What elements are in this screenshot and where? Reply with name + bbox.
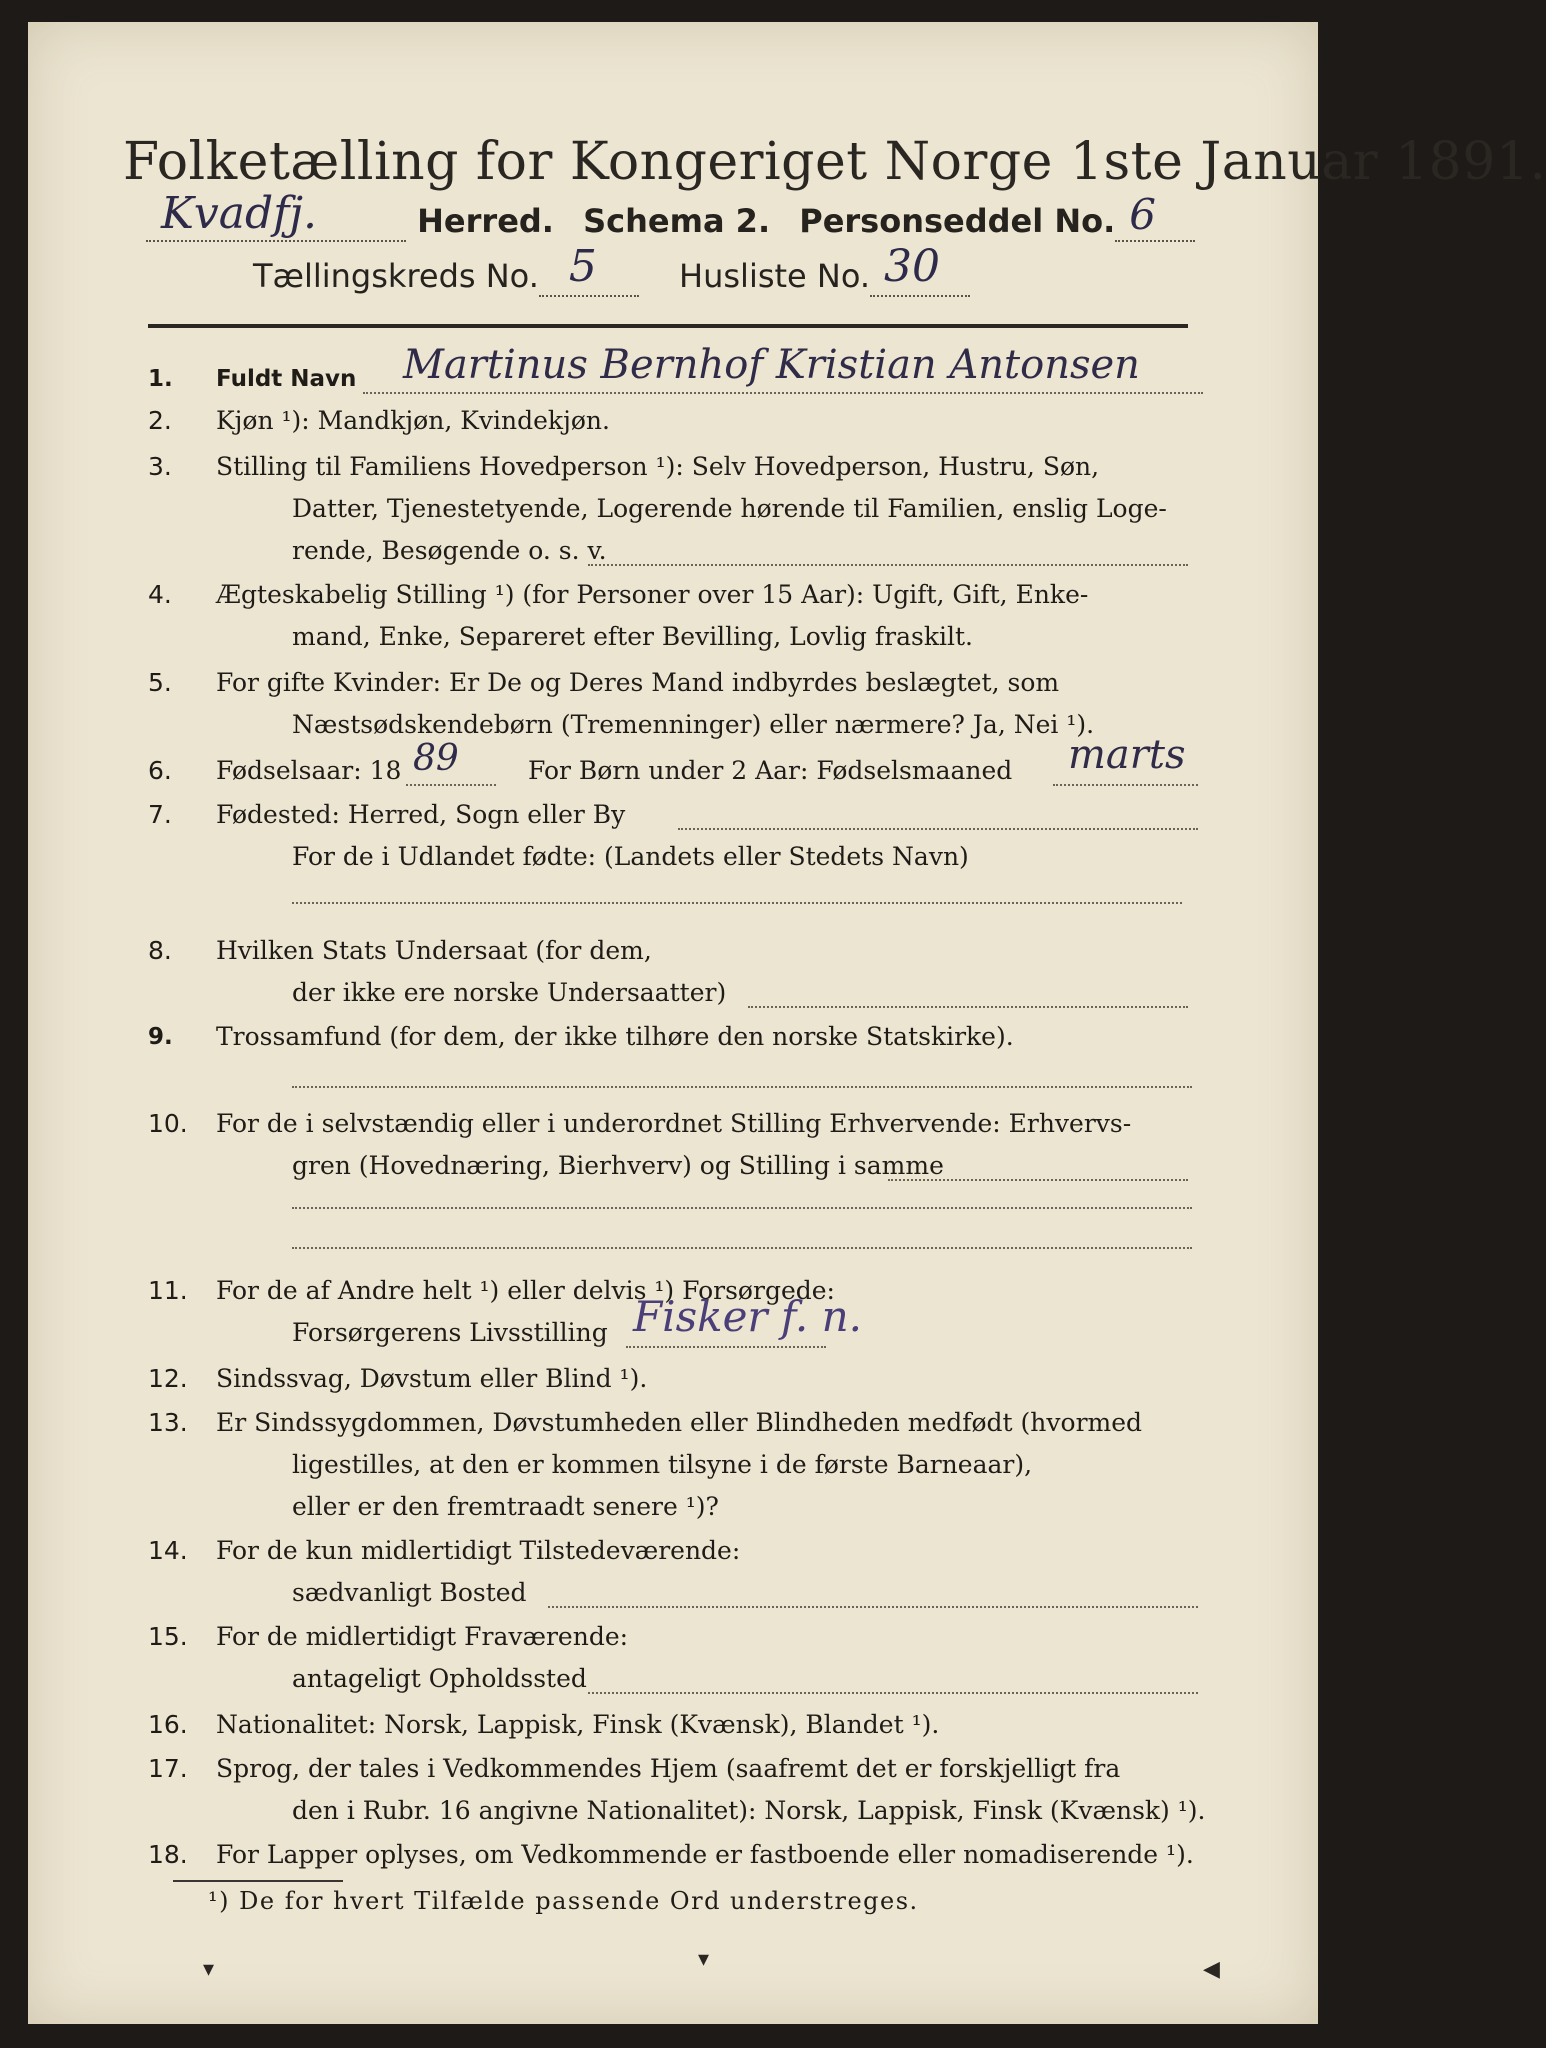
header-line-herred <box>146 188 1195 242</box>
kreds-value: 5 <box>568 241 597 292</box>
item-text: gren (Hovednæring, Bierhverv) og Stilling i samme <box>292 1151 944 1180</box>
item-text: Ægteskabelig Stilling ¹) (for Personer over 15 Aar): Ugift, Gift, Enke- <box>216 580 1089 609</box>
item-text: For de i selvstændig eller i underordnet Stilling Erhvervende: Erhvervs- <box>216 1109 1132 1138</box>
corner-mark-icon: ◀ <box>1203 1957 1220 1982</box>
item-text: For Lapper oplyses, om Vedkommende er fastboende eller nomadiserende ¹). <box>216 1840 1194 1869</box>
item-text: Datter, Tjenestetyende, Logerende hørende til Familien, enslig Loge- <box>292 494 1167 523</box>
item-number: 8. <box>148 936 172 965</box>
item-text: der ikke ere norske Undersaatter) <box>292 978 727 1007</box>
footnote: ¹) De for hvert Tilfælde passende Ord understreges. <box>208 1887 919 1915</box>
item-text: For de midlertidigt Fraværende: <box>216 1622 629 1651</box>
answer-line <box>888 1179 1188 1181</box>
item-text: Trossamfund (for dem, der ikke tilhøre den norske Statskirke). <box>216 1022 1014 1051</box>
item-number: 9. <box>148 1024 173 1050</box>
item-number: 2. <box>148 406 172 435</box>
item-text: Forsørgerens Livsstilling <box>292 1318 608 1347</box>
answer-line <box>292 902 1182 904</box>
kreds-label: Tællingskreds No. <box>253 257 539 295</box>
answer-line <box>588 1692 1198 1694</box>
item-number: 18. <box>148 1840 188 1869</box>
answer-line <box>1053 784 1198 786</box>
item-text: eller er den fremtraadt senere ¹)? <box>292 1492 719 1521</box>
item-number: 3. <box>148 452 172 481</box>
husliste-label: Husliste No. <box>679 257 871 295</box>
item-number: 11. <box>148 1276 188 1305</box>
personseddel-label: Personseddel No. <box>799 202 1116 240</box>
birth-year-answer: 89 <box>413 738 459 779</box>
item-number: 13. <box>148 1408 188 1437</box>
item-label: Fuldt Navn <box>216 366 357 392</box>
item-text: den i Rubr. 16 angivne Nationalitet): Norsk, Lappisk, Finsk (Kvænsk) ¹). <box>292 1796 1206 1825</box>
herred-label: Herred. <box>417 202 554 240</box>
item-text: mand, Enke, Separeret efter Bevilling, Lovlig fraskilt. <box>292 622 973 651</box>
item-text: For de kun midlertidigt Tilstedeværende: <box>216 1536 741 1565</box>
answer-line <box>292 1247 1192 1249</box>
husliste-value: 30 <box>884 241 941 292</box>
corner-mark-icon: ▾ <box>203 1957 215 1982</box>
item-number: 16. <box>148 1710 188 1739</box>
form-title: Folketælling for Kongeriget Norge 1ste Januar 1891. <box>123 132 1546 192</box>
item-text: Kjøn ¹): Mandkjøn, Kvindekjøn. <box>216 406 610 435</box>
answer-line <box>363 392 1203 394</box>
item-text: For gifte Kvinder: Er De og Deres Mand indbyrdes beslægtet, som <box>216 668 1060 697</box>
name-answer: Martinus Bernhof Kristian Antonsen <box>403 342 1140 388</box>
item-text: sædvanligt Bosted <box>292 1578 527 1607</box>
item-text: Sindssvag, Døvstum eller Blind ¹). <box>216 1364 648 1393</box>
item-text: Nationalitet: Norsk, Lappisk, Finsk (Kvænsk), Blandet ¹). <box>216 1710 940 1739</box>
item-text: Stilling til Familiens Hovedperson ¹): Selv Hovedperson, Hustru, Søn, <box>216 452 1100 481</box>
item-number: 17. <box>148 1754 188 1783</box>
footnote-rule <box>173 1880 343 1882</box>
item-number: 6. <box>148 756 172 785</box>
header-rule <box>148 324 1188 328</box>
provider-answer: Fisker f. n. <box>633 1292 863 1341</box>
center-mark-icon: ▾ <box>698 1947 710 1972</box>
schema-label: Schema 2. <box>583 202 771 240</box>
answer-line <box>406 784 496 786</box>
census-sheet <box>28 22 1546 2024</box>
personseddel-value: 6 <box>1129 190 1157 239</box>
header-line-kreds <box>253 241 970 297</box>
item-number: 10. <box>148 1109 188 1138</box>
item-number: 15. <box>148 1622 188 1651</box>
answer-line <box>626 1346 826 1348</box>
item-text: ligestilles, at den er kommen tilsyne i de første Barneaar), <box>292 1450 1033 1479</box>
item-text: Fødselsaar: 18 <box>216 756 402 785</box>
item-text: Er Sindssygdommen, Døvstumheden eller Blindheden medfødt (hvormed <box>216 1408 1143 1437</box>
item-text: For de af Andre helt ¹) eller delvis ¹) Forsørgede: <box>216 1276 835 1305</box>
answer-line <box>292 1086 1192 1088</box>
item-text: Næstsødskendebørn (Tremenninger) eller nærmere? Ja, Nei ¹). <box>292 710 1095 739</box>
item-text: Sprog, der tales i Vedkommendes Hjem (saafremt det er forskjelligt fra <box>216 1754 1121 1783</box>
item-number: 5. <box>148 668 172 697</box>
item-text: Fødested: Herred, Sogn eller By <box>216 800 626 829</box>
item-number: 7. <box>148 800 172 829</box>
herred-value: Kvadfj. <box>161 188 318 239</box>
item-number: 1. <box>148 366 173 392</box>
answer-line <box>678 828 1198 830</box>
item-number: 12. <box>148 1364 188 1393</box>
item-text: For de i Udlandet fødte: (Landets eller Stedets Navn) <box>292 842 969 871</box>
item-number: 14. <box>148 1536 188 1565</box>
item-number: 4. <box>148 580 172 609</box>
answer-line <box>588 564 1188 566</box>
item-text: For Børn under 2 Aar: Fødselsmaaned <box>528 756 1013 785</box>
answer-line <box>292 1207 1192 1209</box>
item-text: Hvilken Stats Undersaat (for dem, <box>216 936 652 965</box>
birth-month-answer: marts <box>1068 732 1186 778</box>
answer-line <box>748 1006 1188 1008</box>
answer-line <box>548 1606 1198 1608</box>
item-text: rende, Besøgende o. s. v. <box>292 536 607 565</box>
item-text: antageligt Opholdssted <box>292 1664 587 1693</box>
